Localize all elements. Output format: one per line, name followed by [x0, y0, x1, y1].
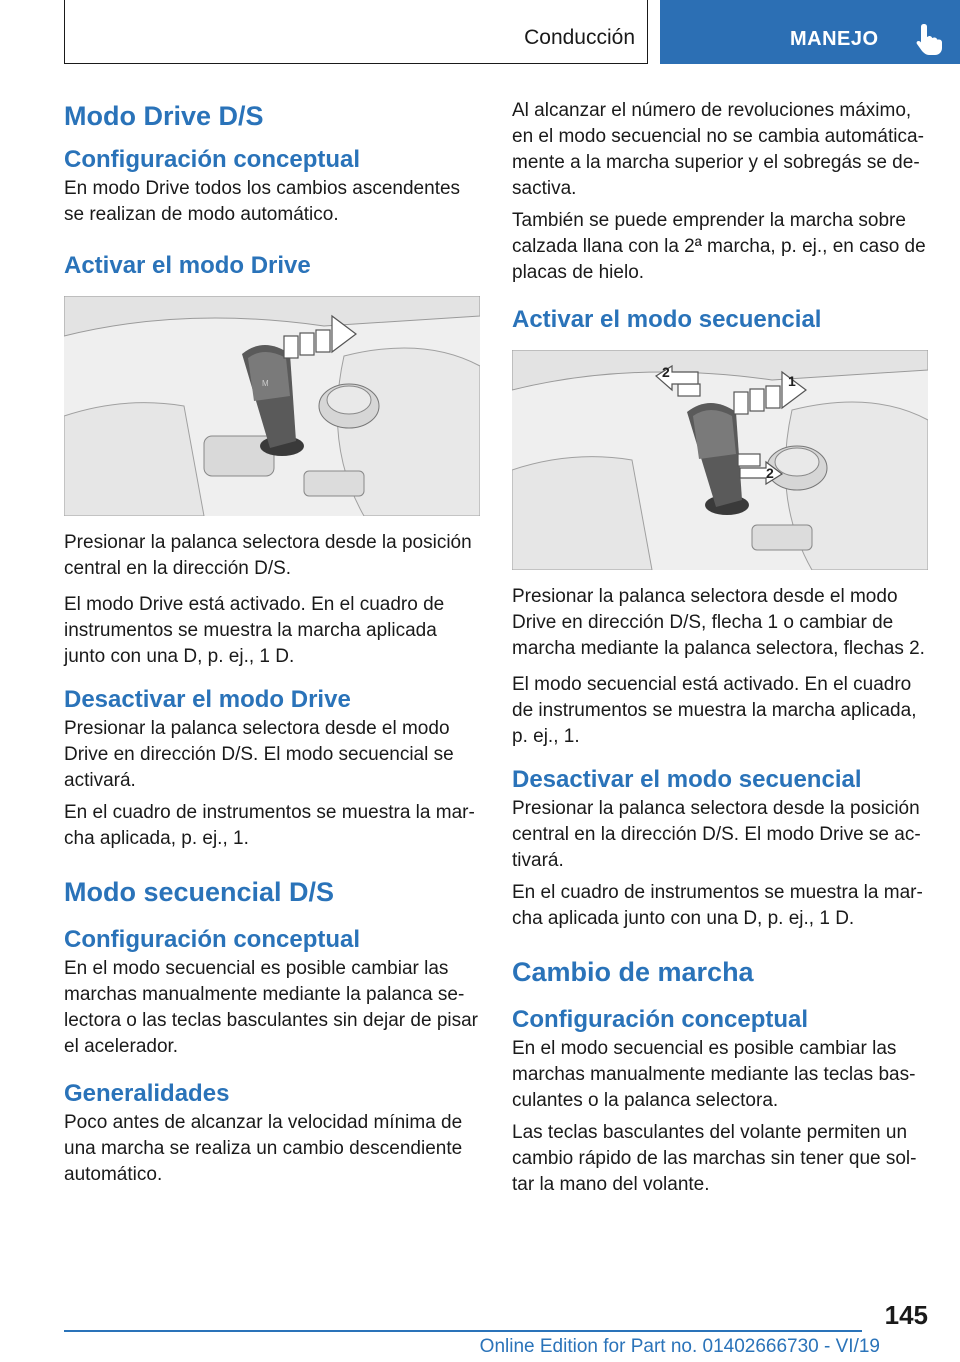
section-title-gear-change: Cambio de marcha [512, 957, 754, 987]
text-concept-gear-change-1: En el modo secuencial es posible cambiar las marchas manualmente mediante las teclas basculantes o la palanca selectora. [512, 1038, 916, 1111]
text-general-cont-1: Al alcanzar el número de revoluciones máximo, en el modo secuencial no se cambia automáticamente a la marcha superior y el sobregás se desactiva. [512, 100, 924, 199]
text-general-cont-2: También se puede emprender la marcha sobre calzada llana con la 2ª marcha, p. ej., en caso de placas de hielo. [512, 210, 926, 283]
text-concept-drive: En modo Drive todos los cambios ascendentes se realizan de modo automático. [64, 178, 461, 225]
heading-deactivate-drive: Desactivar el modo Drive [64, 686, 351, 713]
footer-edition: Online Edition for Part no. 01402666730 - VI/19 [479, 1336, 880, 1357]
text-concept-sequential: En el modo secuencial es posible cambiar las marchas manualmente mediante la palanca selectora o las teclas basculantes sin dejar de pisar el acelerador. [64, 958, 479, 1057]
page-number: 145 [884, 1300, 928, 1330]
text-deactivate-sequential-1: Presionar la palanca selectora desde la posición central en la dirección D/S. El modo Drive se activará. [512, 798, 921, 871]
figure-arrow-label-2a: 2 [662, 364, 670, 380]
figure-arrow-label-2b: 2 [766, 465, 774, 481]
text-deactivate-drive-2: En el cuadro de instrumentos se muestra la marcha aplicada, p. ej., 1. [64, 802, 475, 849]
text-concept-gear-change-2: Las teclas basculantes del volante permiten un cambio rápido de las marchas sin tener que soltar la mano del volante. [512, 1122, 917, 1195]
header-section-title: Conducción [524, 26, 635, 49]
text-deactivate-drive-1: Presionar la palanca selectora desde el modo Drive en dirección D/S. El modo secuencial se activará. [64, 718, 454, 791]
text-activate-sequential-2: El modo secuencial está activado. En el cuadro de instrumentos se muestra la marcha aplicada, p. ej., 1. [512, 674, 917, 747]
section-title-drive: Modo Drive D/S [64, 101, 264, 131]
figure-activate-drive [64, 296, 480, 516]
header-tab-manejo[interactable] [660, 0, 960, 64]
text-deactivate-sequential-2: En el cuadro de instrumentos se muestra la marcha aplicada junto con una D, p. ej., 1 D. [512, 882, 923, 929]
heading-general: Generalidades [64, 1080, 230, 1107]
svg-text:M: M [262, 379, 269, 388]
text-activate-drive-2: El modo Drive está activado. En el cuadro de instrumentos se muestra la marcha aplicada junto con una D, p. ej., 1 D. [64, 594, 445, 667]
heading-concept-sequential: Configuración conceptual [64, 926, 361, 953]
heading-concept-drive: Configuración conceptual [64, 146, 361, 173]
heading-deactivate-sequential: Desactivar el modo secuencial [512, 766, 862, 793]
text-activate-drive-1: Presionar la palanca selectora desde la posición central en la dirección D/S. [64, 532, 472, 579]
text-general: Poco antes de alcanzar la velocidad mínima de una marcha se realiza un cambio descendiente automático. [64, 1112, 463, 1185]
heading-concept-gear-change: Configuración conceptual [512, 1006, 809, 1033]
figure-activate-sequential [512, 350, 928, 570]
figure-arrow-label-1: 1 [788, 373, 796, 389]
header-section-box [64, 0, 648, 64]
section-title-sequential: Modo secuencial D/S [64, 877, 335, 907]
heading-activate-sequential: Activar el modo secuencial [512, 306, 822, 333]
heading-activate-drive: Activar el modo Drive [64, 252, 311, 279]
left-column [64, 98, 480, 1188]
footer-rule [64, 1330, 862, 1332]
hand-pointer-icon [914, 22, 944, 56]
right-column [512, 98, 928, 1198]
header-tab-label: MANEJO [790, 28, 879, 50]
text-activate-sequential-1: Presionar la palanca selectora desde el modo Drive en dirección D/S, flecha 1 o cambiar de marcha mediante la palanca selectora, flechas 2. [512, 586, 925, 659]
